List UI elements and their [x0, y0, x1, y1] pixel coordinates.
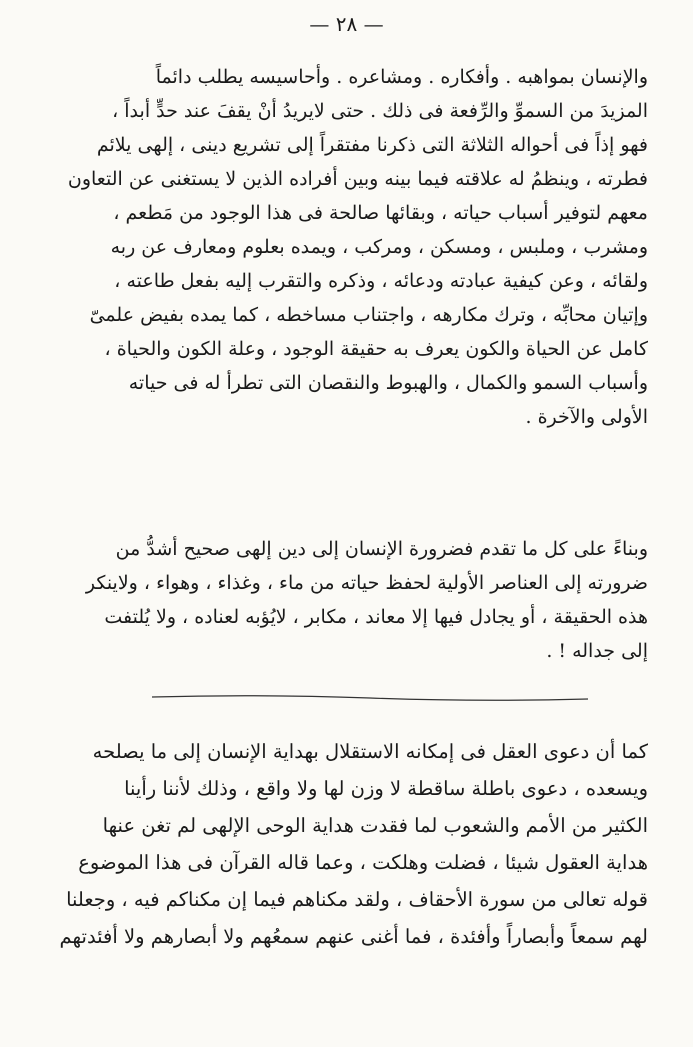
text-line: لهم سمعاً وأبصاراً وأفئدة ، فما أغنى عنهم سمعُهم ولا أبصارهم ولا أفئدتهم: [59, 925, 648, 948]
text-line: وأسباب السمو والكمال ، والهبوط والنقصان التى تطرأ له فى حياته: [128, 372, 648, 394]
hand-underline-mark: [150, 693, 590, 703]
text-line: معهم لتوفير أسباب حياته ، وبقائها صالحة فى هذا الوجود من مَطعم ،: [113, 202, 648, 224]
text-line: ومشرب ، وملبس ، ومسكن ، ومركب ، ويمده بعلوم ومعارف عن ربه: [110, 236, 648, 258]
paragraph-2: [58, 532, 648, 668]
text-line: ولقائه ، وعن كيفية عبادته ودعائه ، وذكره والتقرب إليه بفعل طاعته ،: [114, 270, 648, 292]
text-line: ويسعده ، دعوى باطلة ساقطة لا وزن لها ولا واقع ، وذلك لأننا رأينا: [124, 777, 648, 800]
text-line: قوله تعالى من سورة الأحقاف ، ولقد مكناهم فيما إن مكناكم فيه ، وجعلنا: [66, 888, 648, 911]
text-line: فهو إذاً فى أحواله الثلاثة التى ذكرنا مفتقراً إلى تشريع دينى ، إلهى يلائم: [96, 134, 648, 156]
text-line: كما أن دعوى العقل فى إمكانه الاستقلال بهداية الإنسان إلى ما يصلحه: [92, 740, 648, 763]
text-line: كامل عن الحياة والكون يعرف به حقيقة الوجود ، وعلة الكون والحياة ،: [104, 338, 648, 360]
text-line: الكثير من الأمم والشعوب لما فقدت هداية الوحى الإلهى لم تغن عنها: [102, 814, 648, 837]
paragraph-1: [58, 60, 648, 434]
text-line: وبناءً على كل ما تقدم فضرورة الإنسان إلى دين إلهى صحيح أشدُّ من: [115, 538, 648, 560]
text-line: هذه الحقيقة ، أو يجادل فيها إلا معاند ، مكابر ، لايُؤبه لعناده ، ولا يُلتفت: [104, 606, 648, 628]
page-number: — ٢٨ —: [309, 12, 384, 36]
text-line: وإتيان محابِّه ، وترك مكارهه ، واجتناب مساخطه ، كما يمده بفيض علمىّ: [89, 304, 648, 326]
text-line: هداية العقول شيئا ، فضلت وهلكت ، وعما قاله القرآن فى هذا الموضوع: [78, 851, 648, 874]
text-line: فطرته ، وينظمُ له علاقته فيما بينه وبين أفراده الذين لا يستغنى عن التعاون: [67, 168, 648, 190]
paragraph-3: [58, 733, 648, 955]
text-line: إلى جداله ! .: [546, 640, 648, 662]
text-line: والإنسان بمواهبه . وأفكاره . ومشاعره . وأحاسيسه يطلب دائماً: [155, 66, 648, 88]
text-line: الأولى والآخرة .: [525, 406, 648, 428]
text-line: ضرورته إلى العناصر الأولية لحفظ حياته من ماء ، وغذاء ، وهواء ، ولاينكر: [85, 572, 648, 594]
text-line: المزيدَ من السموِّ والرِّفعة فى ذلك . حتى لايريدُ أنْ يقفَ عند حدٍّ أبداً ،: [112, 100, 648, 122]
